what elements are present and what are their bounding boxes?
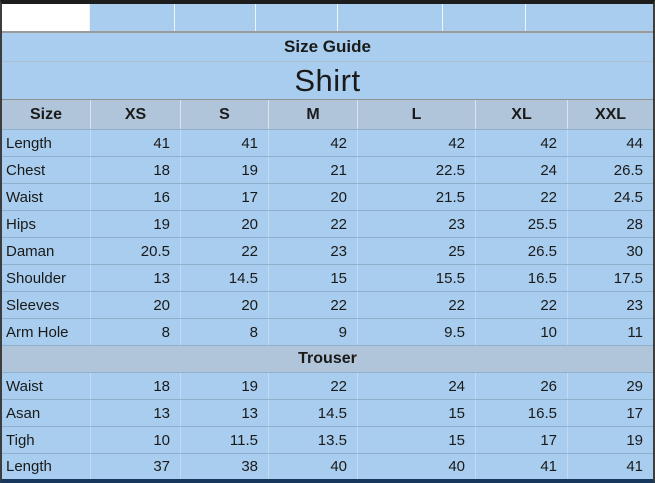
value-cell: 16.5 bbox=[475, 400, 567, 426]
top-strip-cell bbox=[337, 4, 442, 31]
value-cell: 13 bbox=[90, 400, 180, 426]
top-strip bbox=[2, 4, 653, 31]
value-cell: 42 bbox=[268, 130, 357, 156]
value-cell: 17 bbox=[567, 400, 653, 426]
value-cell: 26 bbox=[475, 373, 567, 399]
value-cell: 23 bbox=[268, 238, 357, 264]
value-cell: 26.5 bbox=[567, 157, 653, 183]
value-cell: 24.5 bbox=[567, 184, 653, 210]
table-row bbox=[2, 372, 653, 399]
top-strip-cell bbox=[174, 4, 255, 31]
trouser-section-title: Trouser bbox=[2, 345, 653, 372]
row-label: Shoulder bbox=[2, 265, 90, 291]
value-cell: 22 bbox=[475, 184, 567, 210]
top-strip-cell bbox=[89, 4, 174, 31]
value-cell: 15 bbox=[357, 427, 475, 453]
column-header-l: L bbox=[357, 100, 475, 129]
top-strip-cell bbox=[442, 4, 525, 31]
value-cell: 37 bbox=[90, 454, 180, 479]
top-strip-cell bbox=[255, 4, 337, 31]
value-cell: 30 bbox=[567, 238, 653, 264]
value-cell: 23 bbox=[357, 211, 475, 237]
blank-cell bbox=[2, 4, 89, 31]
top-strip-cell bbox=[525, 4, 653, 31]
value-cell: 38 bbox=[180, 454, 268, 479]
value-cell: 15 bbox=[357, 400, 475, 426]
table-row bbox=[2, 291, 653, 318]
value-cell: 8 bbox=[180, 319, 268, 345]
row-label: Sleeves bbox=[2, 292, 90, 318]
value-cell: 22 bbox=[268, 373, 357, 399]
value-cell: 40 bbox=[268, 454, 357, 479]
value-cell: 42 bbox=[475, 130, 567, 156]
value-cell: 22 bbox=[357, 292, 475, 318]
shirt-section-title: Shirt bbox=[2, 61, 653, 99]
value-cell: 11.5 bbox=[180, 427, 268, 453]
value-cell: 20.5 bbox=[90, 238, 180, 264]
value-cell: 15 bbox=[268, 265, 357, 291]
value-cell: 8 bbox=[90, 319, 180, 345]
value-cell: 22 bbox=[268, 292, 357, 318]
value-cell: 19 bbox=[180, 373, 268, 399]
value-cell: 16.5 bbox=[475, 265, 567, 291]
row-label: Waist bbox=[2, 373, 90, 399]
value-cell: 17.5 bbox=[567, 265, 653, 291]
value-cell: 19 bbox=[180, 157, 268, 183]
value-cell: 22.5 bbox=[357, 157, 475, 183]
size-guide-title: Size Guide bbox=[2, 31, 653, 61]
value-cell: 14.5 bbox=[268, 400, 357, 426]
table-row bbox=[2, 210, 653, 237]
column-header-row bbox=[2, 99, 653, 129]
value-cell: 14.5 bbox=[180, 265, 268, 291]
table-row bbox=[2, 237, 653, 264]
value-cell: 13 bbox=[180, 400, 268, 426]
row-label: Asan bbox=[2, 400, 90, 426]
value-cell: 21 bbox=[268, 157, 357, 183]
value-cell: 41 bbox=[90, 130, 180, 156]
value-cell: 29 bbox=[567, 373, 653, 399]
value-cell: 9 bbox=[268, 319, 357, 345]
value-cell: 26.5 bbox=[475, 238, 567, 264]
trouser-rows-container bbox=[2, 372, 653, 479]
value-cell: 25.5 bbox=[475, 211, 567, 237]
row-label: Hips bbox=[2, 211, 90, 237]
value-cell: 9.5 bbox=[357, 319, 475, 345]
value-cell: 18 bbox=[90, 373, 180, 399]
row-label: Length bbox=[2, 130, 90, 156]
value-cell: 22 bbox=[180, 238, 268, 264]
table-row bbox=[2, 453, 653, 479]
table-row bbox=[2, 264, 653, 291]
column-header-xxl: XXL bbox=[567, 100, 653, 129]
value-cell: 24 bbox=[357, 373, 475, 399]
value-cell: 23 bbox=[567, 292, 653, 318]
value-cell: 17 bbox=[475, 427, 567, 453]
value-cell: 11 bbox=[567, 319, 653, 345]
table-row bbox=[2, 426, 653, 453]
value-cell: 41 bbox=[180, 130, 268, 156]
value-cell: 41 bbox=[475, 454, 567, 479]
table-row bbox=[2, 129, 653, 156]
table-row bbox=[2, 399, 653, 426]
column-header-m: M bbox=[268, 100, 357, 129]
shirt-rows-container bbox=[2, 129, 653, 345]
value-cell: 20 bbox=[90, 292, 180, 318]
row-label: Waist bbox=[2, 184, 90, 210]
value-cell: 28 bbox=[567, 211, 653, 237]
row-label: Tigh bbox=[2, 427, 90, 453]
row-label: Chest bbox=[2, 157, 90, 183]
value-cell: 19 bbox=[90, 211, 180, 237]
table-row bbox=[2, 318, 653, 345]
value-cell: 22 bbox=[268, 211, 357, 237]
value-cell: 18 bbox=[90, 157, 180, 183]
value-cell: 20 bbox=[180, 211, 268, 237]
value-cell: 22 bbox=[475, 292, 567, 318]
row-label: Arm Hole bbox=[2, 319, 90, 345]
value-cell: 17 bbox=[180, 184, 268, 210]
value-cell: 19 bbox=[567, 427, 653, 453]
value-cell: 16 bbox=[90, 184, 180, 210]
value-cell: 42 bbox=[357, 130, 475, 156]
value-cell: 40 bbox=[357, 454, 475, 479]
column-header-xl: XL bbox=[475, 100, 567, 129]
value-cell: 13 bbox=[90, 265, 180, 291]
table-row bbox=[2, 156, 653, 183]
value-cell: 41 bbox=[567, 454, 653, 479]
column-header-size: Size bbox=[2, 100, 90, 129]
value-cell: 20 bbox=[180, 292, 268, 318]
value-cell: 21.5 bbox=[357, 184, 475, 210]
table-row bbox=[2, 183, 653, 210]
value-cell: 44 bbox=[567, 130, 653, 156]
value-cell: 10 bbox=[90, 427, 180, 453]
row-label: Daman bbox=[2, 238, 90, 264]
column-header-s: S bbox=[180, 100, 268, 129]
value-cell: 15.5 bbox=[357, 265, 475, 291]
value-cell: 24 bbox=[475, 157, 567, 183]
value-cell: 13.5 bbox=[268, 427, 357, 453]
value-cell: 20 bbox=[268, 184, 357, 210]
value-cell: 10 bbox=[475, 319, 567, 345]
column-header-xs: XS bbox=[90, 100, 180, 129]
row-label: Length bbox=[2, 454, 90, 479]
value-cell: 25 bbox=[357, 238, 475, 264]
